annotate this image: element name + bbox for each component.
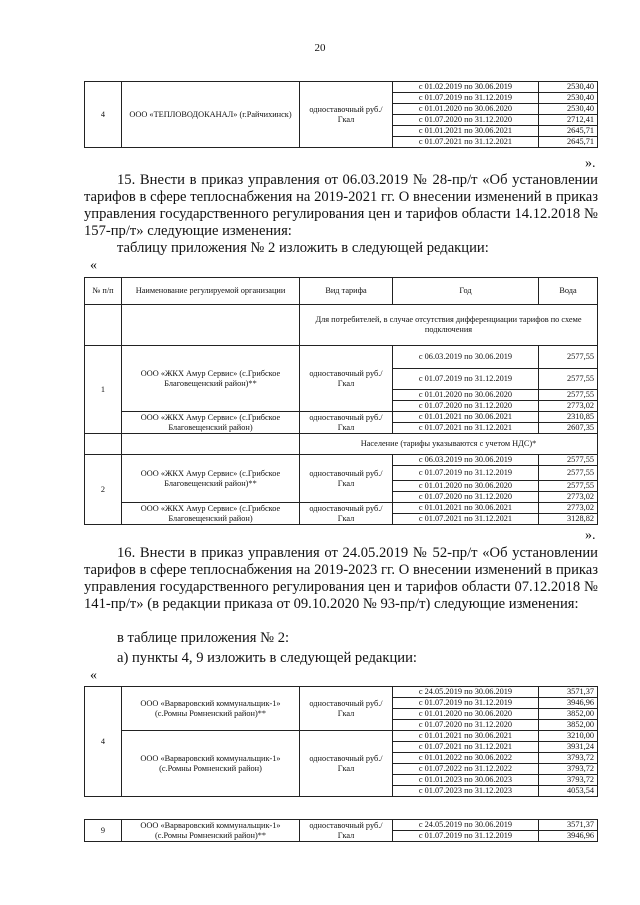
period-cell: с 01.01.2020 по 30.06.2020 [393, 390, 539, 401]
header-organization: Наименование регулируемой организации [122, 278, 300, 305]
header-number: № п/п [85, 278, 122, 305]
value-cell: 2773,02 [539, 401, 598, 412]
value-cell: 2773,02 [539, 503, 598, 514]
paragraph-16-sub-2: а) пункты 4, 9 изложить в следующей редакции: [117, 650, 417, 666]
period-cell: с 01.07.2019 по 31.12.2019 [393, 831, 539, 842]
row-number: 1 [85, 346, 122, 434]
value-cell: 2310,85 [539, 412, 598, 423]
period-cell: с 01.01.2021 по 30.06.2021 [393, 126, 539, 137]
organization-name: ООО «Варваровский коммунальщик-1» (с.Ромны Ромненский район) [122, 731, 300, 797]
period-cell: с 01.07.2019 по 31.12.2019 [393, 93, 539, 104]
tariff-type: одноставочный руб./Гкал [300, 82, 393, 148]
period-cell: с 01.07.2020 по 31.12.2020 [393, 492, 539, 503]
period-cell: с 01.07.2021 по 31.12.2021 [393, 742, 539, 753]
value-cell: 3571,37 [539, 820, 598, 831]
value-cell: 2577,55 [539, 466, 598, 481]
paragraph-16-sub-1: в таблице приложения № 2: [117, 630, 290, 646]
value-cell: 2645,71 [539, 137, 598, 148]
tariff-type: одноставочный руб./Гкал [300, 346, 393, 412]
period-cell: с 01.07.2022 по 31.12.2022 [393, 764, 539, 775]
tariff-type: одноставочный руб./Гкал [300, 503, 393, 525]
organization-name: ООО «ЖКХ Амур Сервис» (с.Грибское Благовещенский район)** [122, 455, 300, 503]
period-cell: с 01.01.2020 по 30.06.2020 [393, 709, 539, 720]
paragraph-15-sub: таблицу приложения № 2 изложить в следующей редакции: [117, 240, 489, 256]
header-water: Вода [539, 278, 598, 305]
period-cell: с 01.07.2020 по 31.12.2020 [393, 401, 539, 412]
value-cell: 2712,41 [539, 115, 598, 126]
period-cell: с 01.02.2019 по 30.06.2019 [393, 82, 539, 93]
period-cell: с 01.01.2023 по 30.06.2023 [393, 775, 539, 786]
period-cell: с 01.01.2022 по 30.06.2022 [393, 753, 539, 764]
open-quote: « [90, 258, 97, 273]
row-number: 2 [85, 455, 122, 525]
period-cell: с 01.07.2020 по 31.12.2020 [393, 115, 539, 126]
value-cell: 3128,82 [539, 514, 598, 525]
period-cell: с 01.07.2021 по 31.12.2021 [393, 137, 539, 148]
value-cell: 3793,72 [539, 764, 598, 775]
value-cell: 3946,96 [539, 698, 598, 709]
value-cell: 2530,40 [539, 93, 598, 104]
period-cell: с 01.07.2020 по 31.12.2020 [393, 720, 539, 731]
tariff-type: одноставочный руб./Гкал [300, 455, 393, 503]
open-quote: « [90, 668, 97, 683]
period-cell: с 01.07.2021 по 31.12.2021 [393, 423, 539, 434]
organization-name: ООО «ЖКХ Амур Сервис» (с.Грибское Благовещенский район)** [122, 346, 300, 412]
value-cell: 3793,72 [539, 775, 598, 786]
value-cell: 2577,55 [539, 481, 598, 492]
period-cell: с 01.07.2019 по 31.12.2019 [393, 369, 539, 390]
period-cell: с 06.03.2019 по 30.06.2019 [393, 346, 539, 369]
row-number: 9 [85, 820, 122, 842]
period-cell: с 01.07.2023 по 31.12.2023 [393, 786, 539, 797]
period-cell: с 01.01.2020 по 30.06.2020 [393, 104, 539, 115]
tariff-table-1 [84, 81, 598, 148]
tariff-table-3 [84, 686, 598, 797]
value-cell: 2607,35 [539, 423, 598, 434]
section-header: Население (тарифы указываются с учетом НДС)* [300, 434, 598, 455]
row-number: 4 [85, 82, 122, 148]
row-number: 4 [85, 687, 122, 797]
organization-name: ООО «ЖКХ Амур Сервис» (с.Грибское Благовещенский район) [122, 503, 300, 525]
section-header: Для потребителей, в случае отсутствия дифференциации тарифов по схеме подключения [300, 305, 598, 346]
value-cell: 4053,54 [539, 786, 598, 797]
value-cell: 2577,55 [539, 369, 598, 390]
value-cell: 3852,00 [539, 709, 598, 720]
value-cell: 2577,55 [539, 455, 598, 466]
period-cell: с 01.01.2021 по 30.06.2021 [393, 412, 539, 423]
value-cell: 2577,55 [539, 346, 598, 369]
value-cell: 2530,40 [539, 82, 598, 93]
value-cell: 3793,72 [539, 753, 598, 764]
paragraph-16: 16. Внести в приказ управления от 24.05.2019 № 52-пр/т «Об установлении тарифов в сфере теплоснабжения на 2019-2023 гг. О внесении изменений в приказ управления государственного регулирования цен и тарифов области 07.12.2018 № 141-пр/т» (в редакции приказа от 09.10.2020 № 93-пр/т) следующие изменения: [84, 545, 598, 612]
period-cell: с 01.01.2021 по 30.06.2021 [393, 731, 539, 742]
value-cell: 3946,96 [539, 831, 598, 842]
period-cell: с 01.07.2019 по 31.12.2019 [393, 466, 539, 481]
value-cell: 3852,00 [539, 720, 598, 731]
tariff-table-2 [84, 277, 598, 525]
tariff-type: одноставочный руб./Гкал [300, 687, 393, 731]
period-cell: с 01.01.2021 по 30.06.2021 [393, 503, 539, 514]
period-cell: с 01.01.2020 по 30.06.2020 [393, 481, 539, 492]
organization-name: ООО «Варваровский коммунальщик-1» (с.Ромны Ромненский район)** [122, 820, 300, 842]
period-cell: с 24.05.2019 по 30.06.2019 [393, 687, 539, 698]
value-cell: 2577,55 [539, 390, 598, 401]
value-cell: 2530,40 [539, 104, 598, 115]
value-cell: 2773,02 [539, 492, 598, 503]
organization-name: ООО «ЖКХ Амур Сервис» (с.Грибское Благовещенский район) [122, 412, 300, 434]
header-tariff-type: Вид тарифа [300, 278, 393, 305]
value-cell: 3931,24 [539, 742, 598, 753]
tariff-type: одноставочный руб./Гкал [300, 412, 393, 434]
close-quote: ». [585, 528, 596, 543]
paragraph-15: 15. Внести в приказ управления от 06.03.2019 № 28-пр/т «Об установлении тарифов в сфере теплоснабжения на 2019-2021 гг. О внесении изменений в приказ управления государственного регулирования цен и тарифов области 14.12.2018 № 157-пр/т» следующие изменения: [84, 172, 598, 239]
period-cell: с 01.07.2019 по 31.12.2019 [393, 698, 539, 709]
tariff-type: одноставочный руб./Гкал [300, 820, 393, 842]
value-cell: 3210,00 [539, 731, 598, 742]
tariff-table-4 [84, 819, 598, 842]
tariff-type: одноставочный руб./Гкал [300, 731, 393, 797]
value-cell: 3571,37 [539, 687, 598, 698]
close-quote: ». [585, 156, 596, 171]
organization-name: ООО «Варваровский коммунальщик-1» (с.Ромны Ромненский район)** [122, 687, 300, 731]
page-number: 20 [314, 42, 326, 54]
period-cell: с 24.05.2019 по 30.06.2019 [393, 820, 539, 831]
organization-name: ООО «ТЕПЛОВОДОКАНАЛ» (г.Райчихинск) [122, 82, 300, 148]
period-cell: с 06.03.2019 по 30.06.2019 [393, 455, 539, 466]
period-cell: с 01.07.2021 по 31.12.2021 [393, 514, 539, 525]
header-year: Год [393, 278, 539, 305]
value-cell: 2645,71 [539, 126, 598, 137]
